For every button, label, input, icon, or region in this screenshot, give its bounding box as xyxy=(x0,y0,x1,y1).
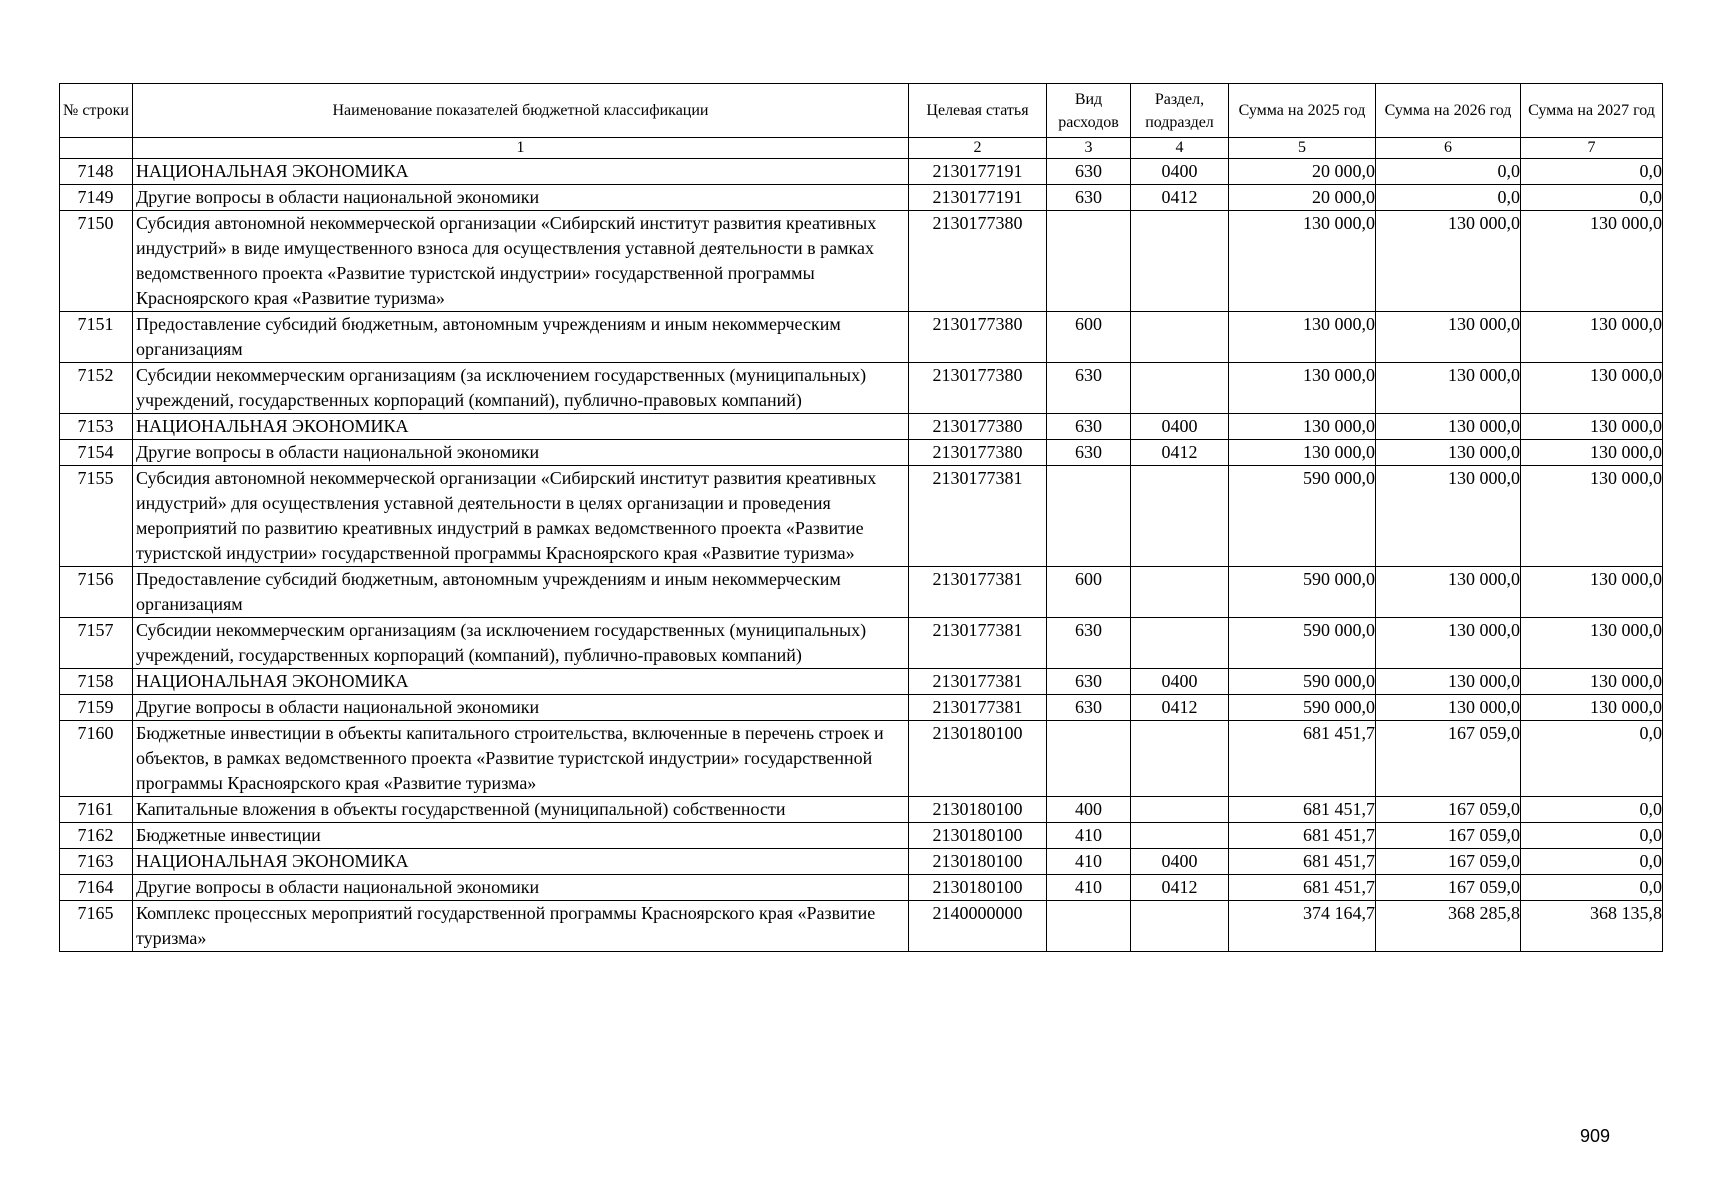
header-sum-2026: Сумма на 2026 год xyxy=(1376,84,1521,138)
sum-2027-cell: 368 135,8 xyxy=(1521,901,1663,952)
header-sum-2025: Сумма на 2025 год xyxy=(1229,84,1376,138)
section-cell: 0412 xyxy=(1131,695,1229,721)
sum-2027-cell: 130 000,0 xyxy=(1521,440,1663,466)
column-number: 2 xyxy=(909,138,1047,159)
section-cell xyxy=(1131,797,1229,823)
sum-2027-cell: 130 000,0 xyxy=(1521,414,1663,440)
sum-2025-cell: 681 451,7 xyxy=(1229,849,1376,875)
sum-2026-cell: 130 000,0 xyxy=(1376,669,1521,695)
budget-table xyxy=(59,83,1663,952)
table-row xyxy=(60,159,1663,185)
sum-2025-cell: 590 000,0 xyxy=(1229,567,1376,618)
table-row xyxy=(60,440,1663,466)
sum-2025-cell: 681 451,7 xyxy=(1229,721,1376,797)
row-number-cell: 7165 xyxy=(60,901,133,952)
row-number-cell: 7163 xyxy=(60,849,133,875)
target-article-cell: 2130177381 xyxy=(909,695,1047,721)
sum-2027-cell: 0,0 xyxy=(1521,823,1663,849)
table-row xyxy=(60,211,1663,312)
row-number-cell: 7151 xyxy=(60,312,133,363)
page-number: 909 xyxy=(1580,1126,1611,1146)
expense-type-cell: 630 xyxy=(1047,159,1131,185)
name-cell: НАЦИОНАЛЬНАЯ ЭКОНОМИКА xyxy=(133,414,909,440)
header-target-article: Целевая статья xyxy=(909,84,1047,138)
name-cell: Другие вопросы в области национальной экономики xyxy=(133,440,909,466)
expense-type-cell: 600 xyxy=(1047,312,1131,363)
name-cell: Субсидия автономной некоммерческой организации «Сибирский институт развития креативных индустрий» в виде имущественного взноса для осуществления уставной деятельности в рамках ведомственного проекта «Развитие туристской индустрии» государственной программы Красноярского края «Развитие туризма» xyxy=(133,211,909,312)
sum-2026-cell: 167 059,0 xyxy=(1376,823,1521,849)
name-cell: Капитальные вложения в объекты государственной (муниципальной) собственности xyxy=(133,797,909,823)
section-cell xyxy=(1131,466,1229,567)
table-row xyxy=(60,363,1663,414)
row-number-cell: 7153 xyxy=(60,414,133,440)
table-row xyxy=(60,414,1663,440)
section-cell xyxy=(1131,823,1229,849)
expense-type-cell: 410 xyxy=(1047,849,1131,875)
target-article-cell: 2130177381 xyxy=(909,466,1047,567)
header-section: Раздел, подраздел xyxy=(1131,84,1229,138)
target-article-cell: 2130177191 xyxy=(909,185,1047,211)
name-cell: Другие вопросы в области национальной экономики xyxy=(133,875,909,901)
sum-2027-cell: 130 000,0 xyxy=(1521,567,1663,618)
target-article-cell: 2130177380 xyxy=(909,414,1047,440)
name-cell: Субсидии некоммерческим организациям (за исключением государственных (муниципальных) учреждений, государственных корпораций (компаний), публично-правовых компаний) xyxy=(133,618,909,669)
row-number-cell: 7162 xyxy=(60,823,133,849)
row-number-cell: 7157 xyxy=(60,618,133,669)
expense-type-cell: 410 xyxy=(1047,823,1131,849)
target-article-cell: 2130177381 xyxy=(909,669,1047,695)
sum-2026-cell: 130 000,0 xyxy=(1376,618,1521,669)
sum-2027-cell: 130 000,0 xyxy=(1521,669,1663,695)
table-row xyxy=(60,567,1663,618)
row-number-cell: 7149 xyxy=(60,185,133,211)
section-cell: 0412 xyxy=(1131,185,1229,211)
sum-2025-cell: 130 000,0 xyxy=(1229,440,1376,466)
section-cell: 0412 xyxy=(1131,875,1229,901)
section-cell xyxy=(1131,618,1229,669)
name-cell: НАЦИОНАЛЬНАЯ ЭКОНОМИКА xyxy=(133,669,909,695)
row-number-cell: 7158 xyxy=(60,669,133,695)
target-article-cell: 2140000000 xyxy=(909,901,1047,952)
column-number: 1 xyxy=(133,138,909,159)
section-cell: 0400 xyxy=(1131,849,1229,875)
expense-type-cell: 410 xyxy=(1047,875,1131,901)
sum-2027-cell: 0,0 xyxy=(1521,797,1663,823)
section-cell xyxy=(1131,721,1229,797)
column-number: 5 xyxy=(1229,138,1376,159)
sum-2027-cell: 130 000,0 xyxy=(1521,211,1663,312)
sum-2026-cell: 130 000,0 xyxy=(1376,211,1521,312)
name-cell: Предоставление субсидий бюджетным, автономным учреждениям и иным некоммерческим организациям xyxy=(133,567,909,618)
name-cell: НАЦИОНАЛЬНАЯ ЭКОНОМИКА xyxy=(133,159,909,185)
target-article-cell: 2130177381 xyxy=(909,618,1047,669)
table-body xyxy=(60,159,1663,952)
expense-type-cell: 630 xyxy=(1047,669,1131,695)
row-number-cell: 7150 xyxy=(60,211,133,312)
sum-2026-cell: 0,0 xyxy=(1376,159,1521,185)
sum-2027-cell: 130 000,0 xyxy=(1521,618,1663,669)
sum-2025-cell: 590 000,0 xyxy=(1229,466,1376,567)
sum-2027-cell: 0,0 xyxy=(1521,875,1663,901)
header-expense-type: Вид расходов xyxy=(1047,84,1131,138)
sum-2026-cell: 368 285,8 xyxy=(1376,901,1521,952)
section-cell: 0400 xyxy=(1131,414,1229,440)
sum-2025-cell: 681 451,7 xyxy=(1229,875,1376,901)
expense-type-cell: 630 xyxy=(1047,185,1131,211)
section-cell: 0412 xyxy=(1131,440,1229,466)
name-cell: Предоставление субсидий бюджетным, автономным учреждениям и иным некоммерческим организациям xyxy=(133,312,909,363)
sum-2025-cell: 130 000,0 xyxy=(1229,211,1376,312)
target-article-cell: 2130177380 xyxy=(909,211,1047,312)
name-cell: Субсидии некоммерческим организациям (за исключением государственных (муниципальных) учреждений, государственных корпораций (компаний), публично-правовых компаний) xyxy=(133,363,909,414)
sum-2026-cell: 167 059,0 xyxy=(1376,849,1521,875)
section-cell: 0400 xyxy=(1131,159,1229,185)
name-cell: Бюджетные инвестиции в объекты капитального строительства, включенные в перечень строек и объектов, в рамках ведомственного проекта «Развитие туристской индустрии» государственной программы Красноярского края «Развитие туризма» xyxy=(133,721,909,797)
table-row xyxy=(60,466,1663,567)
column-number xyxy=(60,138,133,159)
table-row xyxy=(60,695,1663,721)
sum-2025-cell: 590 000,0 xyxy=(1229,669,1376,695)
sum-2025-cell: 20 000,0 xyxy=(1229,159,1376,185)
target-article-cell: 2130180100 xyxy=(909,875,1047,901)
section-cell xyxy=(1131,312,1229,363)
sum-2026-cell: 167 059,0 xyxy=(1376,721,1521,797)
section-cell: 0400 xyxy=(1131,669,1229,695)
table-row xyxy=(60,721,1663,797)
target-article-cell: 2130180100 xyxy=(909,823,1047,849)
table-row xyxy=(60,797,1663,823)
sum-2026-cell: 130 000,0 xyxy=(1376,466,1521,567)
table-row xyxy=(60,312,1663,363)
sum-2026-cell: 167 059,0 xyxy=(1376,875,1521,901)
sum-2027-cell: 130 000,0 xyxy=(1521,363,1663,414)
sum-2025-cell: 590 000,0 xyxy=(1229,695,1376,721)
row-number-cell: 7160 xyxy=(60,721,133,797)
sum-2026-cell: 130 000,0 xyxy=(1376,363,1521,414)
target-article-cell: 2130177191 xyxy=(909,159,1047,185)
sum-2025-cell: 681 451,7 xyxy=(1229,797,1376,823)
expense-type-cell: 630 xyxy=(1047,414,1131,440)
name-cell: НАЦИОНАЛЬНАЯ ЭКОНОМИКА xyxy=(133,849,909,875)
sum-2026-cell: 130 000,0 xyxy=(1376,414,1521,440)
table-row xyxy=(60,669,1663,695)
expense-type-cell xyxy=(1047,721,1131,797)
expense-type-cell: 630 xyxy=(1047,695,1131,721)
row-number-cell: 7152 xyxy=(60,363,133,414)
row-number-cell: 7148 xyxy=(60,159,133,185)
target-article-cell: 2130177380 xyxy=(909,440,1047,466)
sum-2026-cell: 130 000,0 xyxy=(1376,440,1521,466)
table-row xyxy=(60,901,1663,952)
section-cell xyxy=(1131,211,1229,312)
sum-2026-cell: 130 000,0 xyxy=(1376,312,1521,363)
target-article-cell: 2130177380 xyxy=(909,312,1047,363)
row-number-cell: 7161 xyxy=(60,797,133,823)
expense-type-cell: 630 xyxy=(1047,440,1131,466)
row-number-cell: 7164 xyxy=(60,875,133,901)
target-article-cell: 2130180100 xyxy=(909,849,1047,875)
sum-2025-cell: 130 000,0 xyxy=(1229,414,1376,440)
sum-2026-cell: 130 000,0 xyxy=(1376,695,1521,721)
sum-2027-cell: 130 000,0 xyxy=(1521,695,1663,721)
expense-type-cell: 600 xyxy=(1047,567,1131,618)
header-name: Наименование показателей бюджетной классификации xyxy=(133,84,909,138)
target-article-cell: 2130177381 xyxy=(909,567,1047,618)
table-row xyxy=(60,875,1663,901)
sum-2026-cell: 167 059,0 xyxy=(1376,797,1521,823)
target-article-cell: 2130180100 xyxy=(909,797,1047,823)
expense-type-cell: 400 xyxy=(1047,797,1131,823)
sum-2027-cell: 130 000,0 xyxy=(1521,312,1663,363)
sum-2025-cell: 20 000,0 xyxy=(1229,185,1376,211)
name-cell: Бюджетные инвестиции xyxy=(133,823,909,849)
column-number: 4 xyxy=(1131,138,1229,159)
sum-2025-cell: 681 451,7 xyxy=(1229,823,1376,849)
sum-2027-cell: 0,0 xyxy=(1521,159,1663,185)
header-row-number: № строки xyxy=(60,84,133,138)
name-cell: Другие вопросы в области национальной экономики xyxy=(133,695,909,721)
sum-2025-cell: 374 164,7 xyxy=(1229,901,1376,952)
table-row xyxy=(60,823,1663,849)
section-cell xyxy=(1131,567,1229,618)
name-cell: Субсидия автономной некоммерческой организации «Сибирский институт развития креативных индустрий» для осуществления уставной деятельности в целях организации и проведения мероприятий по развитию креативных индустрий в рамках ведомственного проекта «Развитие туристской индустрии» государственной программы Красноярского края «Развитие туризма» xyxy=(133,466,909,567)
row-number-cell: 7159 xyxy=(60,695,133,721)
name-cell: Комплекс процессных мероприятий государственной программы Красноярского края «Развитие туризма» xyxy=(133,901,909,952)
sum-2025-cell: 130 000,0 xyxy=(1229,363,1376,414)
column-number: 6 xyxy=(1376,138,1521,159)
table-row xyxy=(60,849,1663,875)
table-row xyxy=(60,185,1663,211)
table-row xyxy=(60,618,1663,669)
sum-2027-cell: 0,0 xyxy=(1521,721,1663,797)
section-cell xyxy=(1131,901,1229,952)
expense-type-cell: 630 xyxy=(1047,363,1131,414)
name-cell: Другие вопросы в области национальной экономики xyxy=(133,185,909,211)
sum-2025-cell: 590 000,0 xyxy=(1229,618,1376,669)
expense-type-cell xyxy=(1047,466,1131,567)
column-number-row xyxy=(60,138,1663,159)
expense-type-cell: 630 xyxy=(1047,618,1131,669)
header-sum-2027: Сумма на 2027 год xyxy=(1521,84,1663,138)
expense-type-cell xyxy=(1047,901,1131,952)
target-article-cell: 2130180100 xyxy=(909,721,1047,797)
sum-2026-cell: 0,0 xyxy=(1376,185,1521,211)
sum-2026-cell: 130 000,0 xyxy=(1376,567,1521,618)
row-number-cell: 7154 xyxy=(60,440,133,466)
expense-type-cell xyxy=(1047,211,1131,312)
row-number-cell: 7155 xyxy=(60,466,133,567)
table-header xyxy=(60,84,1663,159)
section-cell xyxy=(1131,363,1229,414)
column-number: 7 xyxy=(1521,138,1663,159)
sum-2027-cell: 130 000,0 xyxy=(1521,466,1663,567)
row-number-cell: 7156 xyxy=(60,567,133,618)
target-article-cell: 2130177380 xyxy=(909,363,1047,414)
sum-2025-cell: 130 000,0 xyxy=(1229,312,1376,363)
sum-2027-cell: 0,0 xyxy=(1521,185,1663,211)
sum-2027-cell: 0,0 xyxy=(1521,849,1663,875)
column-number: 3 xyxy=(1047,138,1131,159)
